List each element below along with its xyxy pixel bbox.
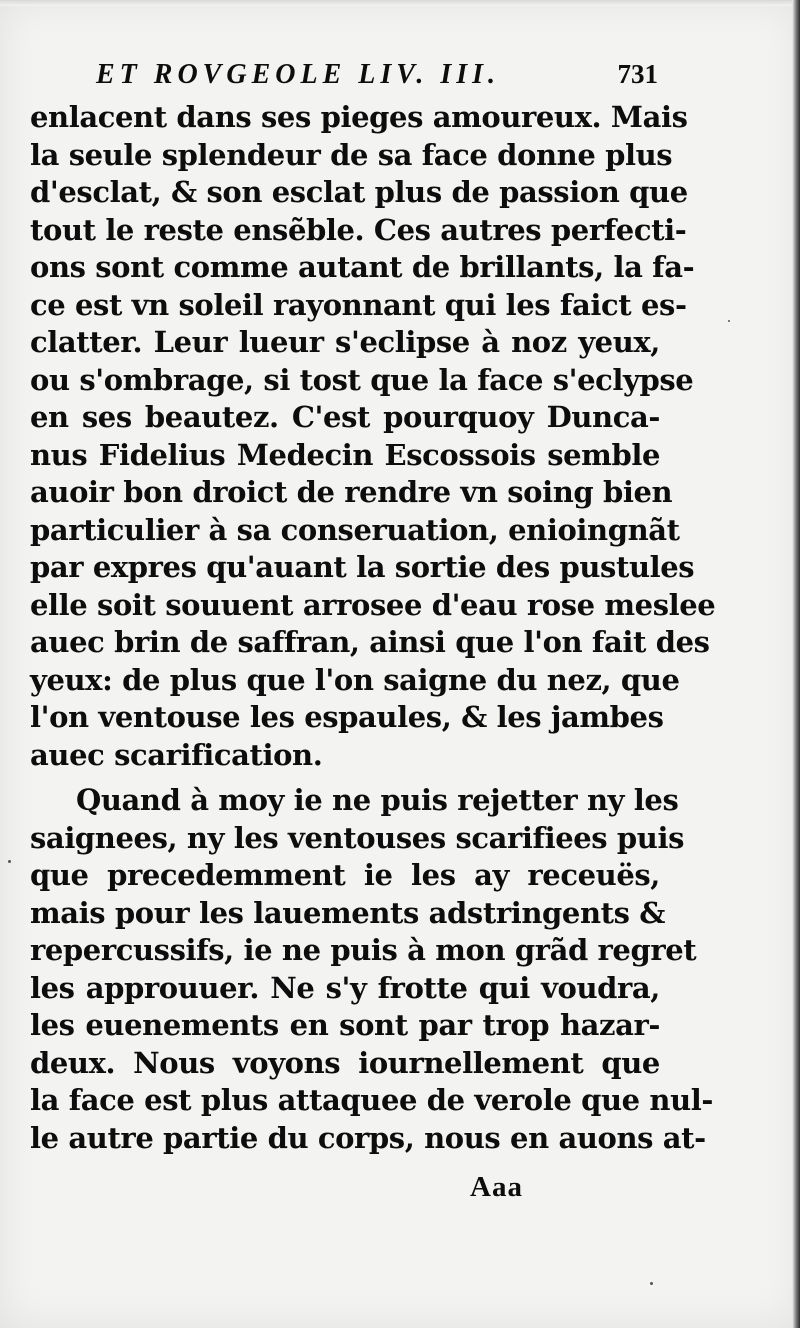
text-line: auec brin de saffran, ainsi que l'on fait des bbox=[30, 625, 710, 659]
signature-mark: Aaa bbox=[470, 1171, 523, 1203]
text-line: repercussifs, ie ne puis à mon grãd regret bbox=[30, 933, 697, 967]
running-title: ET ROVGEOLE LIV. III. bbox=[96, 59, 501, 90]
ink-speck bbox=[8, 860, 11, 863]
text-line: saignees, ny les ventouses scarifiees puis bbox=[30, 820, 685, 855]
text-line: mais pour les lauements adstringents & bbox=[30, 895, 666, 930]
text-line: yeux: de plus que l'on saigne du nez, que bbox=[30, 662, 680, 697]
text-line: ons sont comme autant de brillants, la fa- bbox=[30, 250, 695, 284]
text-line: les approuuer. Ne s'y frotte qui voudra, bbox=[30, 970, 660, 1005]
text-line: en ses beautez. C'est pourquoy Dunca- bbox=[30, 400, 660, 434]
ink-speck bbox=[650, 1282, 653, 1285]
text-line: l'on ventouse les espaules, & les jambes bbox=[30, 700, 664, 734]
page-number: 731 bbox=[617, 59, 658, 89]
paragraph-1 bbox=[30, 99, 716, 774]
text-line: par expres qu'auant la sortie des pustules bbox=[30, 550, 695, 584]
text-line: les euenements en sont par trop hazar- bbox=[30, 1008, 660, 1042]
running-head bbox=[30, 55, 660, 99]
paragraph-gap bbox=[30, 774, 660, 782]
text-line: ou s'ombrage, si tost que la face s'eclypse bbox=[30, 362, 694, 397]
text-line: elle soit souuent arrosee d'eau rose meslee bbox=[30, 587, 716, 622]
text-line: d'esclat, & son esclat plus de passion que bbox=[30, 175, 688, 209]
text-line: ce est vn soleil rayonnant qui les faict es- bbox=[30, 287, 687, 322]
page-top-edge bbox=[0, 0, 800, 6]
text-line: particulier à sa conseruation, enioingnãt bbox=[30, 512, 680, 547]
text-line: Quand à moy ie ne puis rejetter ny les bbox=[76, 783, 679, 817]
page-binding-edge bbox=[792, 0, 800, 1328]
text-line: deux. Nous voyons iournellement que bbox=[30, 1045, 660, 1080]
ink-speck bbox=[728, 320, 730, 322]
text-line: tout le reste ensẽble. Ces autres perfecti- bbox=[30, 212, 687, 247]
paragraph-2 bbox=[30, 782, 714, 1157]
text-line: la face est plus attaquee de verole que nul- bbox=[30, 1083, 714, 1117]
text-line: nus Fidelius Medecin Escossois semble bbox=[30, 437, 660, 472]
text-line: enlacent dans ses pieges amoureux. Mais bbox=[30, 100, 688, 134]
page-text-block bbox=[30, 55, 716, 1204]
text-line: clatter. Leur lueur s'eclipse à noz yeux, bbox=[30, 325, 660, 359]
text-line: que precedemment ie les ay receuës, bbox=[30, 858, 660, 892]
text-line: auec scarification. bbox=[30, 737, 323, 772]
text-line: le autre partie du corps, nous en auons at- bbox=[30, 1120, 706, 1155]
text-line: la seule splendeur de sa face donne plus bbox=[30, 137, 673, 172]
text-line: auoir bon droict de rendre vn soing bien bbox=[30, 475, 673, 509]
